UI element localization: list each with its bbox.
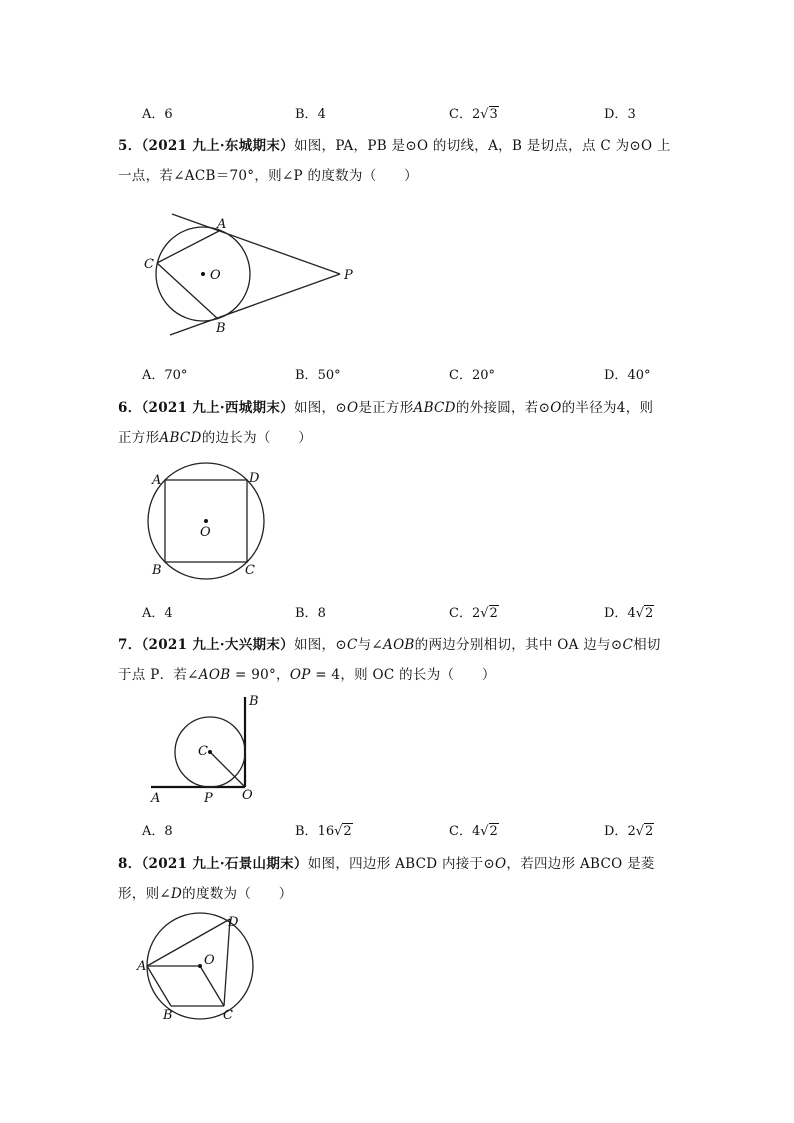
q8-label-d: D [228,915,239,930]
q4-option-b[interactable]: B．4 [295,107,326,122]
q8-center-dot [198,964,202,968]
q4-option-c[interactable]: C．2√3 [449,107,498,122]
q5-label-b: B [216,321,226,336]
q8-label-a: A [137,959,147,974]
q5-label-a: A [217,217,227,232]
q6-label-b: B [152,563,162,578]
q5-label-c: C [144,257,154,272]
q5-option-a[interactable]: A．70° [142,368,188,383]
q7-stem-line2: 于点 P．若∠AOB = 90°，OP = 4，则 OC 的长为（ ） [118,667,496,683]
q8-label-o: O [204,953,215,968]
q5-label-o: O [210,268,221,283]
q5-number: 5． [118,138,142,154]
sqrt-sign: √3 [480,107,498,122]
q7-option-c[interactable]: C．4√2 [449,824,498,839]
q8-label-c: C [223,1008,233,1023]
q7-option-a[interactable]: A．8 [142,824,173,839]
q5-option-b[interactable]: B．50° [295,368,341,383]
q7-number: 7． [118,637,142,653]
q8-source: （2021 九上·石景山期末） [141,856,308,872]
sqrt-sign: √2 [635,606,654,621]
q7-label-a: A [151,791,161,806]
q8-stem-line1: 8．（2021 九上·石景山期末）如图，四边形 ABCD 内接于⊙O，若四边形 ABCO 是菱 [118,856,655,872]
q6-number: 6． [118,400,142,416]
q8-side-cd [224,919,230,1006]
q6-label-o: O [200,525,211,540]
q5-stem-line2: 一点，若∠ACB＝70°，则∠P 的度数为（ ） [118,168,418,184]
q5-label-p: P [344,268,353,283]
q6-label-a: A [152,473,162,488]
q6-source: （2021 九上·西城期末） [141,400,294,416]
q6-option-a[interactable]: A．4 [142,606,173,621]
q7-option-b[interactable]: B．16√2 [295,824,352,839]
q7-label-o: O [242,788,253,803]
q6-option-c[interactable]: C．2√2 [449,606,498,621]
sqrt-sign: √2 [635,824,654,839]
q7-label-c: C [198,744,208,759]
q7-label-p: P [204,791,213,806]
q6-stem-line2: 正方形ABCD的边长为（ ） [118,430,313,446]
sqrt-sign: √2 [480,606,498,621]
q7-source: （2021 九上·大兴期末） [141,637,294,653]
q7-label-b: B [249,694,259,709]
q7-option-d[interactable]: D．2√2 [604,824,654,839]
q5-stem-line1: 5．（2021 九上·东城期末）如图，PA，PB 是⊙O 的切线，A，B 是切点，点 C 为⊙O 上 [118,138,671,154]
q4-option-a[interactable]: A．6 [142,107,173,122]
q6-label-c: C [245,563,255,578]
q8-segment-oc [200,966,224,1006]
q8-stem-line2: 形，则∠D的度数为（ ） [118,886,293,902]
q6-option-b[interactable]: B．8 [295,606,326,621]
q4-option-d[interactable]: D．3 [604,107,636,122]
q5-option-d[interactable]: D．40° [604,368,651,383]
q7-stem-line1: 7．（2021 九上·大兴期末）如图，⊙C与∠AOB的两边分别相切，其中 OA 边与⊙C相切 [118,637,661,653]
sqrt-sign: √2 [480,824,498,839]
q8-number: 8． [118,856,142,872]
q8-side-da [147,919,230,966]
q6-stem-line1: 6．（2021 九上·西城期末）如图，⊙O是正方形ABCD的外接圆，若⊙O的半径为4，则 [118,400,654,416]
q5-option-c[interactable]: C．20° [449,368,495,383]
q5-source: （2021 九上·东城期末） [141,138,294,154]
sqrt-sign: √2 [334,824,352,839]
q8-label-b: B [163,1008,173,1023]
q6-option-d[interactable]: D．4√2 [604,606,654,621]
q6-label-d: D [249,471,260,486]
